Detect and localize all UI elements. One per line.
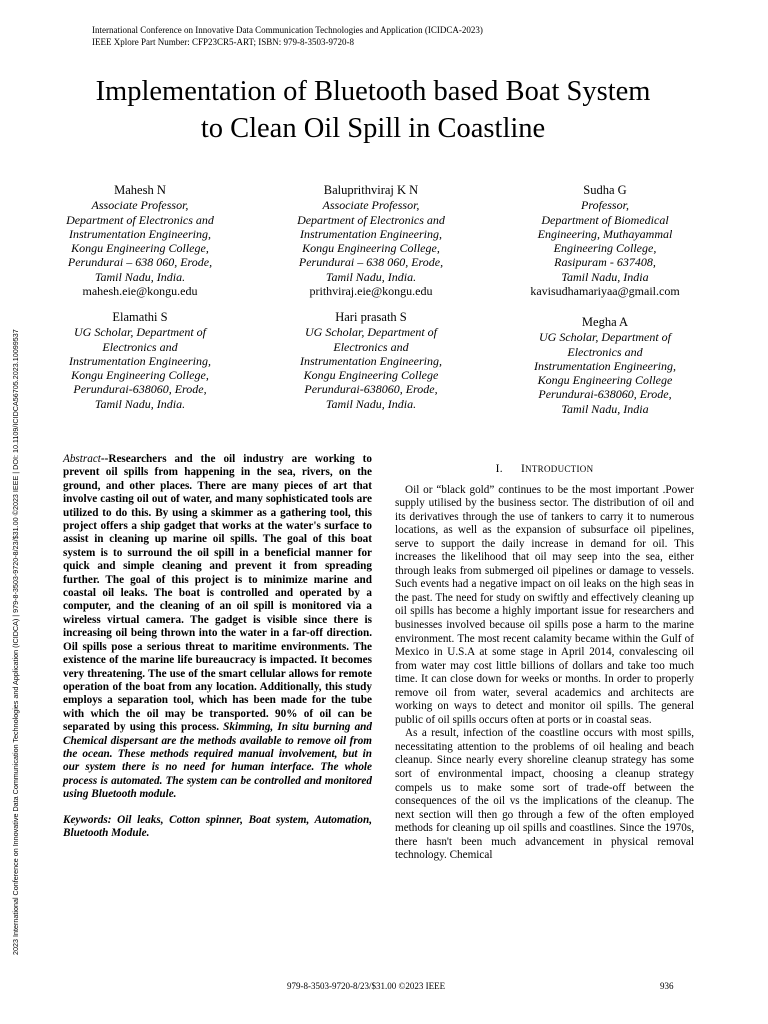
author-name: Sudha G (583, 183, 627, 197)
abstract-label: Abstract (63, 453, 101, 465)
author-name: Hari prasath S (335, 310, 407, 324)
section-title-rest: NTRODUCTION (525, 464, 594, 474)
author-affiliation: UG Scholar, Department of Electronics and Instrumentation Engineering, Kongu Engineering College, Perundurai-638060, Erode, Tamil Nadu, India. (69, 325, 211, 411)
author-affiliation: Associate Professor, Department of Electronics and Instrumentation Engineering, Kongu Engineering College, Perundurai – 638 060, Erode, Tamil Nadu, India. (297, 198, 445, 284)
left-column (63, 453, 372, 840)
footer-copyright: 979-8-3503-9720-8/23/$31.00 ©2023 IEEE (287, 981, 446, 991)
author-name: Megha A (581, 315, 629, 329)
section-number: I. (495, 463, 503, 475)
author-block (510, 183, 700, 298)
author-name: Elamathi S (112, 310, 168, 324)
section-heading-introduction (395, 463, 694, 477)
author-block (510, 315, 700, 416)
intro-paragraph-2: As a result, infection of the coastline occurs with most spills, necessitating attention to the problems of oil healing and beach cleanup. Since nearly every shoreline cleanup strategy has some sort of environmental impact, choosing a cleanup strategy compels us to make some sort of trade-off between the consequences of the oil vs the implications of the cleanup. The next section will then go through a few of the often employed methods for cleaning up oil spills and coastlines. Since the 1970s, there hasn't been much advancement in physical removal technology. Chemical (395, 727, 694, 862)
author-affiliation: Professor, Department of Biomedical Engineering, Muthayammal Engineering College, Rasipuram - 637408, Tamil Nadu, India (537, 198, 673, 284)
author-affiliation: UG Scholar, Department of Electronics and Instrumentation Engineering, Kongu Engineering College Perundurai-638060, Erode, Tamil Nadu, India. (300, 325, 442, 411)
author-email: kavisudhamariyaa@gmail.com (530, 284, 680, 299)
title-line-2: to Clean Oil Spill in Coastline (200, 113, 546, 144)
abstract-body: --Researchers and the oil industry are working to prevent oil spills from happening in the sea, rivers, on the ground, and other places. There are many pieces of art that involve casting oil out of water, and many sophisticated tools are utilized to do this. By using a skimmer as a gathering tool, this project offers a ship gadget that works at the water's surface to assist in cleaning up marine oil spills. The goal of this boat system is to surround the oil spill in a beneficial manner for quick and simple cleaning and prevent it from spreading further. The goal of this project is to minimize marine and coastal oil leaks. The boat is controlled and operated by a computer, and the cleaning of an oil spill is monitored via a wireless virtual camera. The gadget is visible since there is increasing oil being thrown into the water in a far-off direction. Oil spills pose a serious threat to maritime environments. The existence of the marine life bureaucracy is impacted. It becomes very threatening. The use of the smart cellular allows for remote operation of the boat from any location. Additionally, this study employs a separation tool, which has been made for the tube with which the oil may be transported. 90% of oil can be separated by using this process. (63, 453, 372, 734)
author-email: mahesh.eie@kongu.edu (82, 284, 198, 299)
abstract-italic: Skimming, In situ burning and Chemical dispersant are the methods available to remove oil from the ocean. These methods required manual involvement, but in our system there is no need for human interface. The whole process is automated. The system can be controlled and monitored using Bluetooth module. (63, 721, 372, 801)
page-number: 936 (660, 981, 674, 991)
part-number: IEEE Xplore Part Number: CFP23CR5-ART; ISBN: 979-8-3503-9720-8 (92, 37, 354, 47)
author-name: Baluprithviraj K N (323, 183, 419, 197)
conference-name: International Conference on Innovative Data Communication Technologies and Application (ICIDCA-2023) (92, 25, 483, 35)
author-block (45, 310, 235, 411)
side-doi-strip: 2023 International Conference on Innovative Data Communication Technologies and Application (ICIDCA) | 979-8-3503-9720-8/23/$31.00 ©2023 IEEE | DOI: 10.1109/ICIDCA56705.2023.10099537 (11, 329, 20, 955)
author-email: prithviraj.eie@kongu.edu (309, 284, 433, 299)
keywords: Keywords: Oil leaks, Cotton spinner, Boat system, Automation, Bluetooth Module. (63, 813, 372, 839)
right-column (395, 463, 694, 863)
author-affiliation: UG Scholar, Department of Electronics and Instrumentation Engineering, Kongu Engineering College Perundurai-638060, Erode, Tamil Nadu, India (534, 330, 676, 416)
paper-title (40, 73, 706, 147)
intro-paragraph-1: Oil or “black gold” continues to be the most important .Power supply utilised by the business sector. The distribution of oil and its derivatives through the use of tankers to carry it to numerous locations, as well as the expansion of subsurface oil pipelines, serve to support the daily increase in demand for oil. This increases the likelihood that oil may seep into the sea, either through leaks from submerged oil pipelines or damage to vessels. Such events had a negative impact on oil leaks on the high seas in the past. The need for study on swiftly and effectively cleaning up oil spills has become a highly important issue for researchers and businesses involved because oil spills pose a harm to the marine environment. The most recent calamity became within the Gulf of Mexico in U.S.A at some stage in April 2014, convalescing oil from water may cost little billions of dollars and take too much time. It can close down for weeks or months. In order to properly remove oil from water, several academics and architects are working on ways to detect and monitor oil spills. The general public of oil spills occurs often at ports or in coastal seas. (395, 483, 694, 726)
title-line-1: Implementation of Bluetooth based Boat System (95, 76, 651, 107)
section-initial: I (520, 463, 526, 475)
author-block (45, 183, 235, 298)
abstract (63, 453, 372, 802)
author-block (276, 183, 466, 298)
author-affiliation: Associate Professor, Department of Electronics and Instrumentation Engineering, Kongu Engineering College, Perundurai – 638 060, Erode, Tamil Nadu, India. (66, 198, 214, 284)
author-block (276, 310, 466, 411)
author-name: Mahesh N (114, 183, 166, 197)
